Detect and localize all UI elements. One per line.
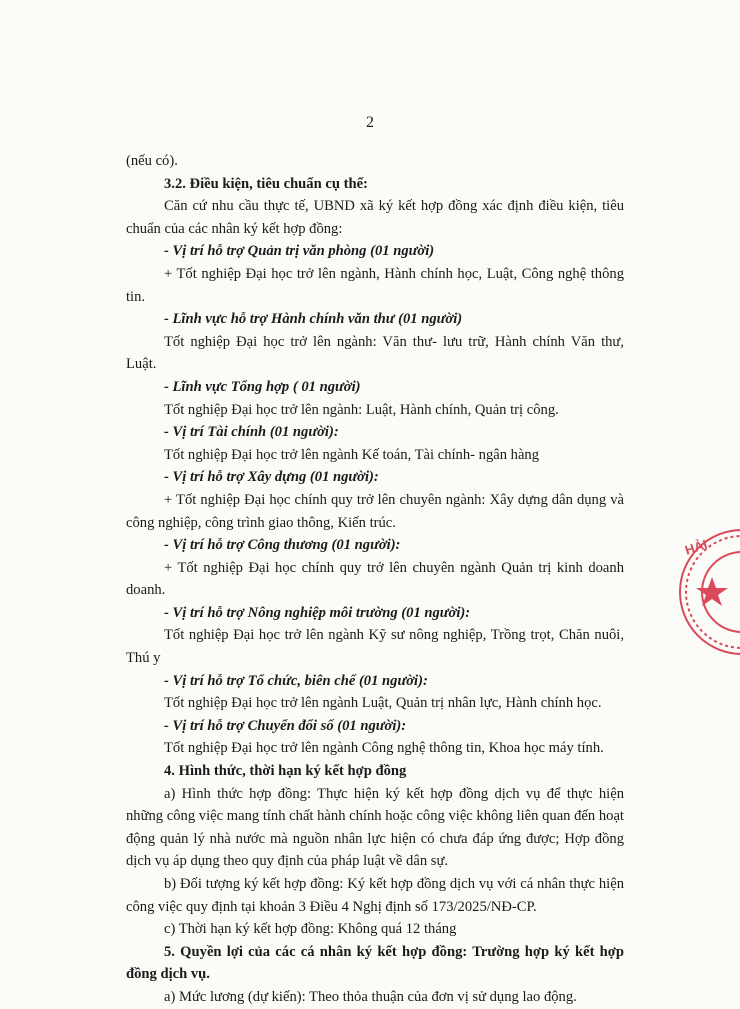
requirement-finance: Tốt nghiệp Đại học trở lên ngành Kế toán, Tài chính- ngân hàng	[164, 446, 540, 463]
paragraph-intro: Căn cứ nhu cầu thực tế, UBND xã ký kết hợp đồng xác định điều kiện, tiêu chuẩn của các nhân ký kết hợp đồng:	[126, 198, 624, 237]
document-body	[126, 150, 624, 1009]
section-heading-4: 4. Hình thức, thời hạn ký kết hợp đồng	[164, 763, 407, 780]
position-heading-office-admin: - Vị trí hỗ trợ Quản trị văn phòng (01 người)	[164, 243, 435, 260]
requirement-construction: + Tốt nghiệp Đại học chính quy trở lên chuyên ngành: Xây dựng dân dụng và công nghiệp, công trình giao thông, Kiến trúc.	[126, 491, 624, 531]
position-heading-general: - Lĩnh vực Tổng hợp ( 01 người)	[164, 378, 361, 395]
requirement-organization: Tốt nghiệp Đại học trở lên ngành Luật, Quản trị nhân lực, Hành chính học.	[164, 695, 602, 712]
requirement-clerical: Tốt nghiệp Đại học trở lên ngành: Văn thư- lưu trữ, Hành chính Văn thư, Luật.	[126, 333, 624, 373]
requirement-office-admin: + Tốt nghiệp Đại học trở lên ngành, Hành chính học, Luật, Công nghệ thông tin.	[126, 265, 624, 305]
red-seal-stamp	[672, 522, 740, 662]
paragraph-4a: a) Hình thức hợp đồng: Thực hiện ký kết hợp đồng dịch vụ để thực hiện những công việc mang tính chất hành chính hoặc công việc không liên quan đến hoạt động quản lý nhà nước mà nguồn nhân lực hiện có chưa đáp ứng được; Hợp đồng dịch vụ áp dụng theo quy định của pháp luật về dân sự.	[126, 785, 624, 870]
position-heading-organization: - Vị trí hỗ trợ Tổ chức, biên chế (01 người):	[164, 672, 428, 689]
paragraph-5a: a) Mức lương (dự kiến): Theo thỏa thuận của đơn vị sử dụng lao động.	[164, 988, 577, 1005]
position-heading-digital: - Vị trí hỗ trợ Chuyển đổi số (01 người):	[164, 717, 407, 734]
paragraph-4c: c) Thời hạn ký kết hợp đồng: Không quá 12 tháng	[164, 921, 457, 938]
position-heading-industry-trade: - Vị trí hỗ trợ Công thương (01 người):	[164, 537, 401, 554]
page-number: 2	[366, 114, 374, 131]
section-heading-5: 5. Quyền lợi của các cá nhân ký kết hợp đồng: Trường hợp ký kết hợp đồng dịch vụ.	[126, 943, 624, 983]
requirement-industry-trade: + Tốt nghiệp Đại học chính quy trở lên chuyên ngành Quản trị kinh doanh doanh.	[126, 559, 624, 599]
position-heading-construction: - Vị trí hỗ trợ Xây dựng (01 người):	[164, 469, 379, 486]
position-heading-agriculture: - Vị trí hỗ trợ Nông nghiệp môi trường (01 người):	[164, 604, 471, 621]
requirement-agriculture: Tốt nghiệp Đại học trở lên ngành Kỹ sư nông nghiệp, Trồng trọt, Chăn nuôi, Thú y	[126, 627, 624, 667]
position-heading-finance: - Vị trí Tài chính (01 người):	[164, 424, 339, 441]
section-heading-3-2: 3.2. Điều kiện, tiêu chuẩn cụ thể:	[164, 175, 368, 192]
stamp-text: HẢI	[683, 536, 710, 558]
paragraph-4b: b) Đối tượng ký kết hợp đồng: Ký kết hợp đồng dịch vụ với cá nhân thực hiện công việc quy định tại khoản 3 Điều 4 Nghị định số 173/2025/NĐ-CP.	[126, 876, 624, 915]
position-heading-clerical: - Lĩnh vực hỗ trợ Hành chính văn thư (01 người)	[164, 311, 463, 328]
paragraph-continuation: (nếu có).	[126, 153, 178, 169]
requirement-general: Tốt nghiệp Đại học trở lên ngành: Luật, Hành chính, Quản trị công.	[164, 401, 559, 418]
requirement-digital: Tốt nghiệp Đại học trở lên ngành Công nghệ thông tin, Khoa học máy tính.	[164, 740, 604, 757]
star-icon	[696, 577, 728, 606]
